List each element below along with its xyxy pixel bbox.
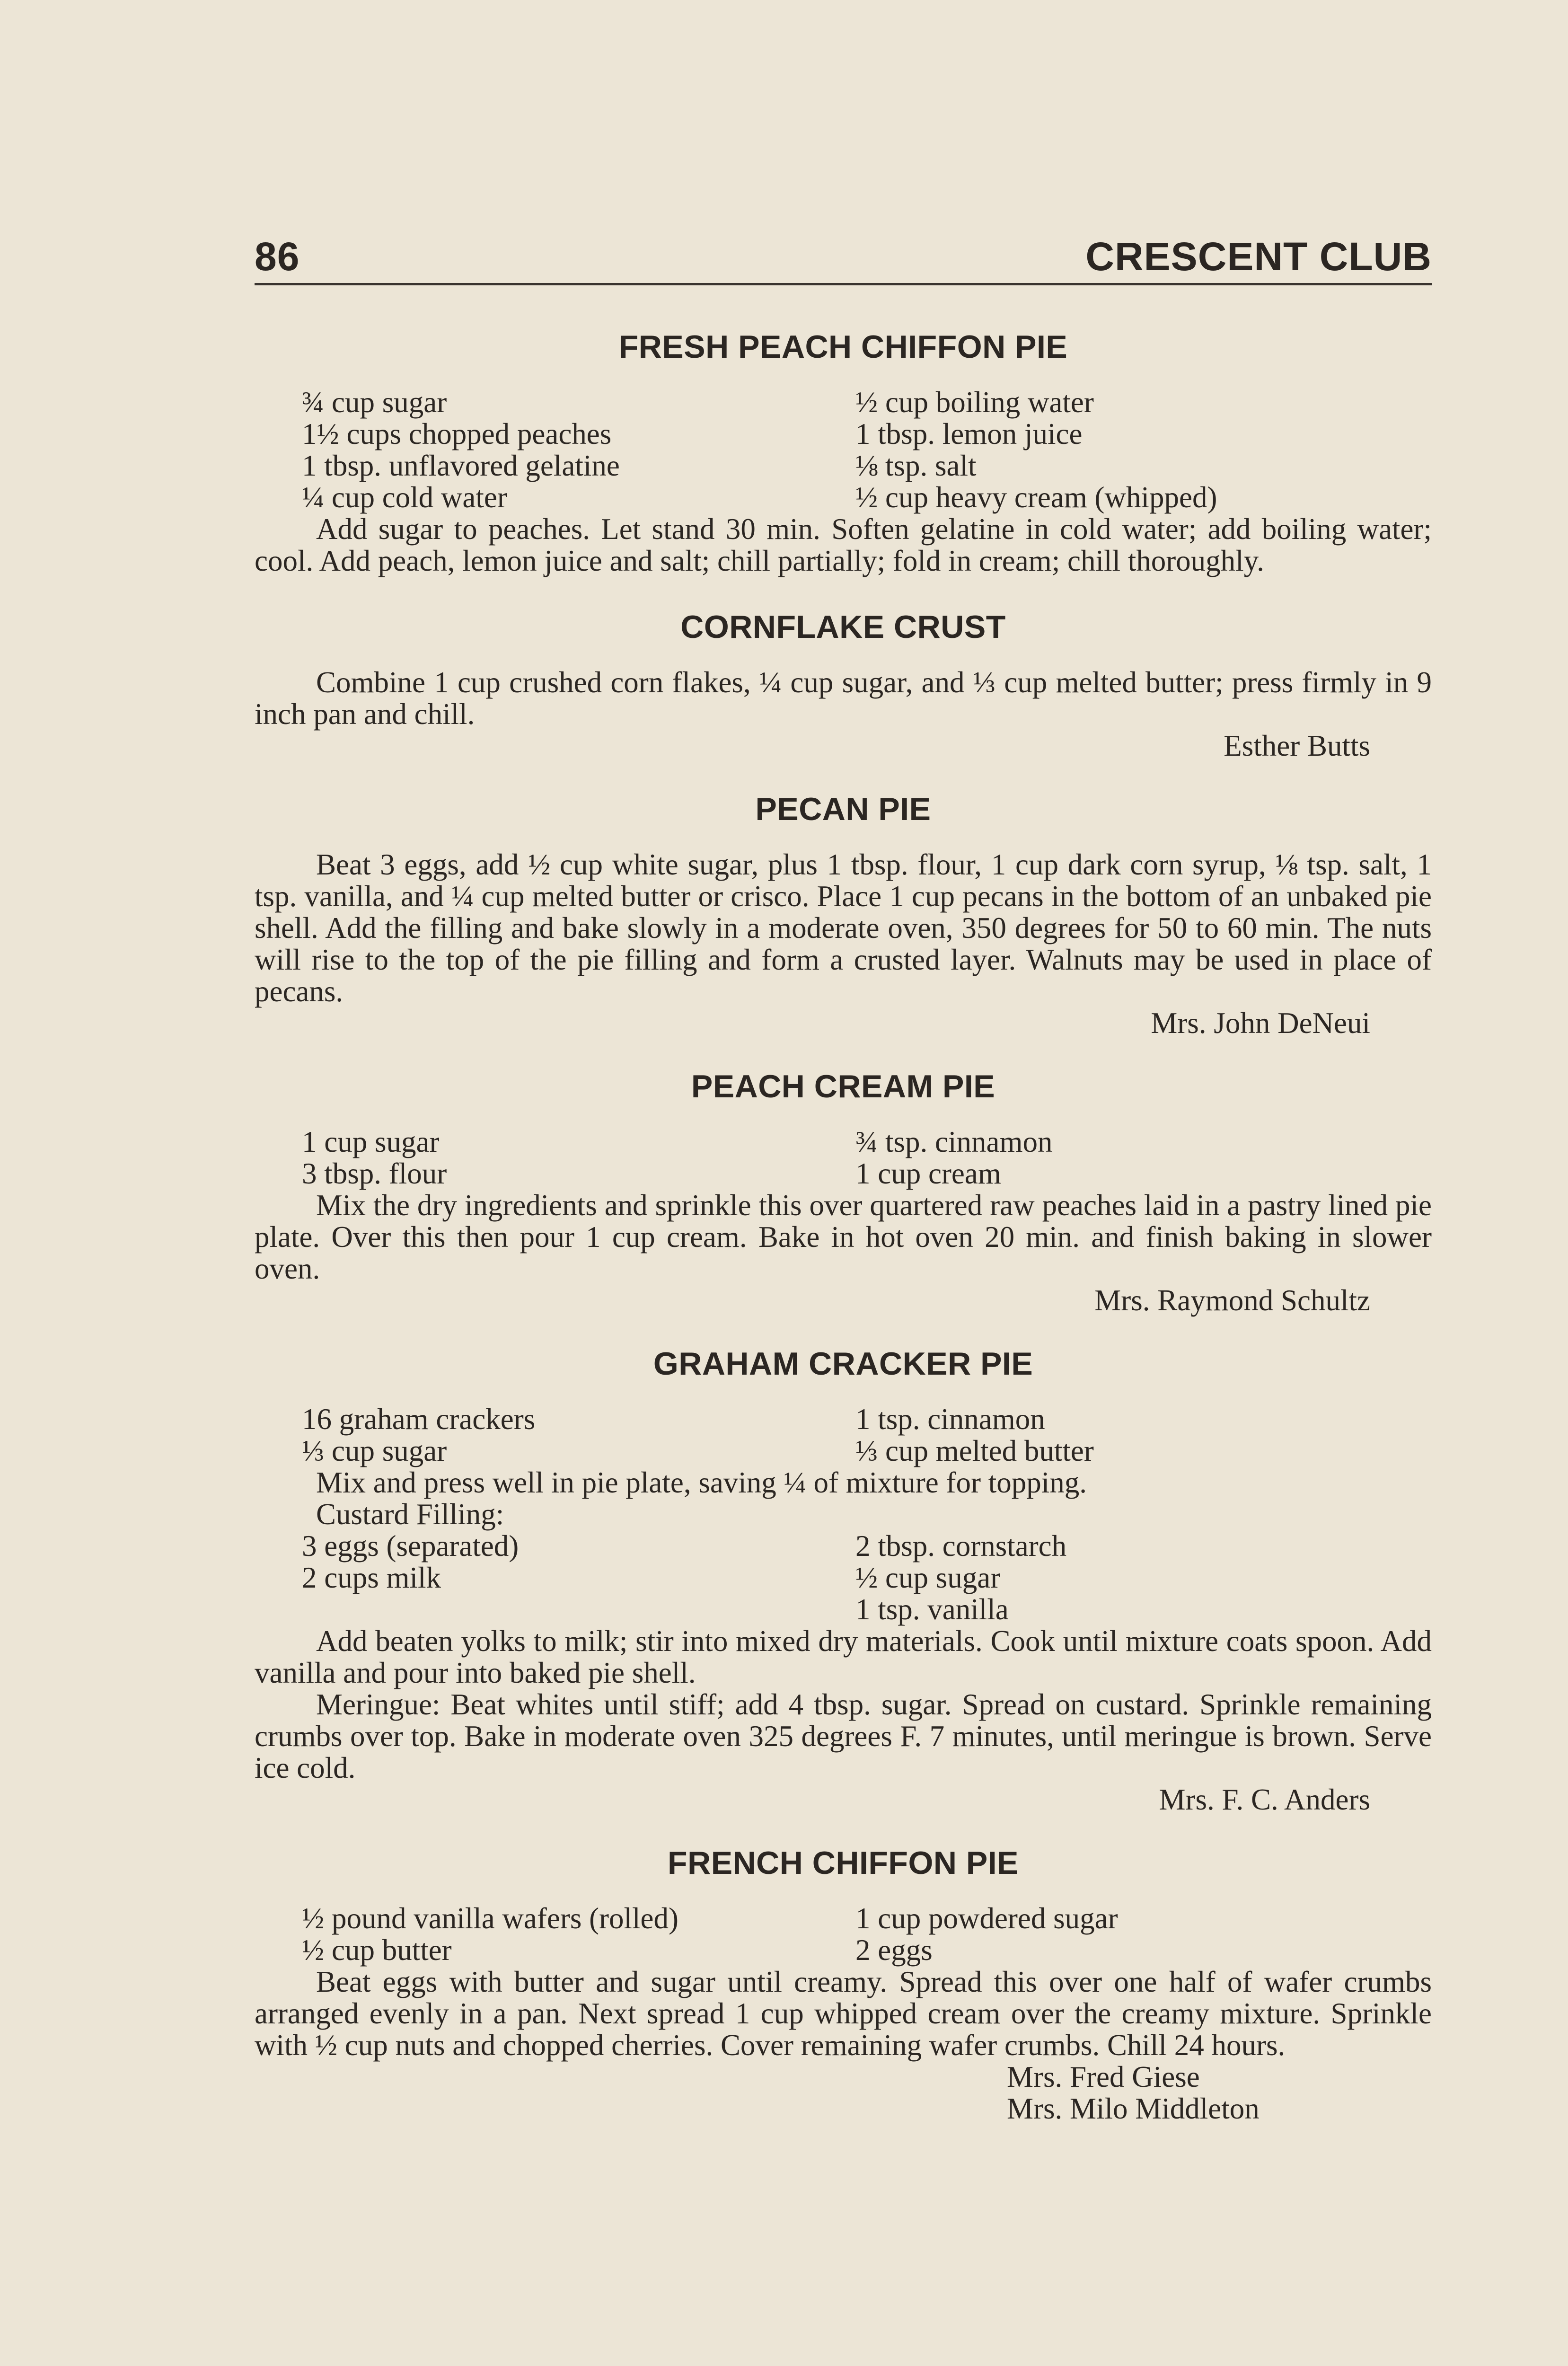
ingredient: ¾ tsp. cinnamon (855, 1125, 1053, 1158)
recipe-pecan-pie (255, 793, 1432, 1039)
contributor: Mrs. Milo Middleton (1007, 2092, 1260, 2125)
ingredient-list (255, 1126, 1432, 1190)
page-header (255, 234, 1432, 285)
meringue-directions: Meringue: Beat whites until stiff; add 4 tbsp. sugar. Spread on custard. Sprinkle remaining crumbs over top. Bake in moderate oven 325 degrees F. 7 minutes, until meringue is brown. Serve ice cold. (255, 1688, 1432, 1784)
contributor: Mrs. Raymond Schultz (1094, 1284, 1370, 1317)
recipe-title: PEACH CREAM PIE (691, 1068, 995, 1104)
ingredient: 1 tbsp. lemon juice (855, 417, 1083, 450)
ingredient: 2 eggs (855, 1933, 933, 1967)
contributor: Mrs. Fred Giese (1007, 2060, 1200, 2093)
ingredient: ½ cup boiling water (855, 386, 1094, 419)
ingredient: 3 tbsp. flour (302, 1157, 447, 1190)
directions: Mix and press well in pie plate, saving ¼ of mixture for topping. (316, 1466, 1087, 1499)
recipe-peach-cream-pie (255, 1070, 1432, 1316)
ingredient: ½ cup sugar (855, 1561, 1001, 1594)
recipe-title: FRENCH CHIFFON PIE (668, 1845, 1019, 1881)
ingredient-list (255, 387, 1432, 513)
recipe-title: FRESH PEACH CHIFFON PIE (618, 329, 1068, 365)
ingredient: ⅓ cup sugar (302, 1434, 447, 1467)
recipe-graham-cracker-pie (255, 1348, 1432, 1816)
directions: Add beaten yolks to milk; stir into mixed dry materials. Cook until mixture coats spoon. Add vanilla and pour into baked pie shell. (255, 1624, 1432, 1689)
recipe-french-chiffon-pie (255, 1847, 1432, 2125)
ingredient: ¼ cup cold water (302, 481, 507, 514)
ingredient: 2 tbsp. cornstarch (855, 1529, 1067, 1563)
contributor: Esther Butts (1224, 729, 1370, 762)
ingredient: ¾ cup sugar (302, 386, 447, 419)
recipe-fresh-peach-chiffon-pie (255, 331, 1432, 577)
directions: Combine 1 cup crushed corn flakes, ¼ cup sugar, and ⅓ cup melted butter; press firmly in 9 inch pan and chill. (255, 666, 1432, 731)
ingredient: 3 eggs (separated) (302, 1529, 519, 1563)
filling-ingredient-list (255, 1530, 1432, 1625)
recipe-cornflake-crust (255, 611, 1432, 762)
ingredient: ½ cup butter (302, 1933, 452, 1967)
ingredient: ⅓ cup melted butter (855, 1434, 1094, 1467)
recipe-title: PECAN PIE (755, 791, 931, 827)
directions: Mix the dry ingredients and sprinkle this over quartered raw peaches laid in a pastry lined pie plate. Over this then pour 1 cup cream. Bake in hot oven 20 min. and finish baking in slower oven. (255, 1189, 1432, 1285)
recipe-title: CORNFLAKE CRUST (680, 609, 1006, 645)
ingredient: 1 cup powdered sugar (855, 1902, 1118, 1935)
ingredient: 1 tbsp. unflavored gelatine (302, 449, 620, 482)
ingredient: 1 cup cream (855, 1157, 1001, 1190)
ingredient (302, 1594, 855, 1625)
ingredient-list (255, 1404, 1432, 1467)
ingredient: 1 cup sugar (302, 1125, 440, 1158)
ingredient: ⅛ tsp. salt (855, 449, 977, 482)
ingredient: 1 tsp. vanilla (855, 1593, 1009, 1626)
ingredient: ½ cup heavy cream (whipped) (855, 481, 1217, 514)
running-title: CRESCENT CLUB (1085, 234, 1432, 279)
ingredient: 16 graham crackers (302, 1403, 536, 1436)
ingredient: ½ pound vanilla wafers (rolled) (302, 1902, 678, 1935)
cookbook-page (255, 234, 1432, 2125)
contributor: Mrs. F. C. Anders (1159, 1783, 1370, 1816)
filling-label: Custard Filling: (316, 1498, 504, 1531)
directions: Beat eggs with butter and sugar until creamy. Spread this over one half of wafer crumbs arranged evenly in a pan. Next spread 1 cup whipped cream over the creamy mixture. Sprinkle with ½ cup nuts and chopped cherries. Cover remaining wafer crumbs. Chill 24 hours. (255, 1965, 1432, 2062)
directions: Add sugar to peaches. Let stand 30 min. Soften gelatine in cold water; add boiling water; cool. Add peach, lemon juice and salt; chill partially; fold in cream; chill thoroughly. (255, 512, 1432, 577)
recipe-title: GRAHAM CRACKER PIE (653, 1346, 1033, 1382)
directions: Beat 3 eggs, add ½ cup white sugar, plus 1 tbsp. flour, 1 cup dark corn syrup, ⅛ tsp. salt, 1 tsp. vanilla, and ¼ cup melted butter or crisco. Place 1 cup pecans in the bottom of an unbaked pie shell. Add the filling and bake slowly in a moderate oven, 350 degrees for 50 to 60 min. The nuts will rise to the top of the pie filling and form a crusted layer. Walnuts may be used in place of pecans. (255, 848, 1432, 1008)
ingredient: 2 cups milk (302, 1561, 441, 1594)
contributor: Mrs. John DeNeui (1151, 1006, 1370, 1040)
ingredient-list (255, 1903, 1432, 1966)
page-number: 86 (255, 234, 300, 279)
ingredient: 1½ cups chopped peaches (302, 417, 612, 450)
ingredient: 1 tsp. cinnamon (855, 1403, 1045, 1436)
